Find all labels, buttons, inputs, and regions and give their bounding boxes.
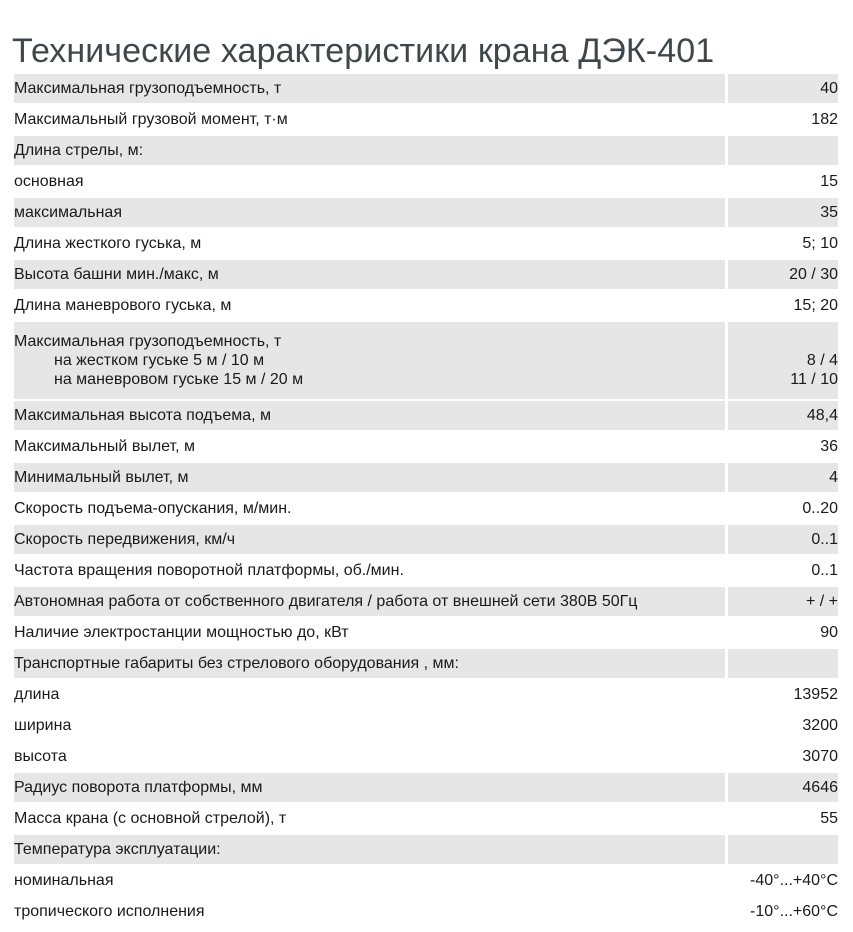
spec-label: Наличие электростанции мощностью до, кВт bbox=[14, 618, 725, 649]
spec-label: Минимальный вылет, м bbox=[14, 463, 725, 494]
spec-value: 36 bbox=[725, 432, 838, 463]
table-row bbox=[14, 804, 838, 835]
spec-value: 0..1 bbox=[725, 556, 838, 587]
spec-label: длина bbox=[14, 680, 725, 711]
spec-value: -40°...+40°С bbox=[725, 866, 838, 897]
table-row bbox=[14, 291, 838, 322]
spec-value bbox=[725, 136, 838, 167]
specs-table bbox=[14, 74, 838, 928]
spec-label: Частота вращения поворотной платформы, об./мин. bbox=[14, 556, 725, 587]
table-row bbox=[14, 74, 838, 105]
spec-label: Длина жесткого гуська, м bbox=[14, 229, 725, 260]
table-row bbox=[14, 198, 838, 229]
spec-label: Транспортные габариты без стрелового оборудования , мм: bbox=[14, 649, 725, 680]
spec-value: 15 bbox=[725, 167, 838, 198]
spec-label: Скорость передвижения, км/ч bbox=[14, 525, 725, 556]
spec-sublabel: на жестком гуське 5 м / 10 м bbox=[54, 352, 265, 369]
spec-label: Максимальная высота подъема, м bbox=[14, 401, 725, 432]
table-row bbox=[14, 167, 838, 198]
spec-value: 0..20 bbox=[725, 494, 838, 525]
table-row bbox=[14, 463, 838, 494]
spec-value: -10°...+60°С bbox=[725, 897, 838, 928]
spec-value-group bbox=[725, 322, 838, 401]
spec-label: Радиус поворота платформы, мм bbox=[14, 773, 725, 804]
table-row bbox=[14, 680, 838, 711]
table-row bbox=[14, 136, 838, 167]
spec-label: Масса крана (с основной стрелой), т bbox=[14, 804, 725, 835]
spec-label: основная bbox=[14, 167, 725, 198]
table-row bbox=[14, 401, 838, 432]
spec-value: 8 / 4 bbox=[806, 352, 838, 369]
spec-value: + / + bbox=[725, 587, 838, 618]
spec-label: Скорость подъема-опускания, м/мин. bbox=[14, 494, 725, 525]
table-row bbox=[14, 649, 838, 680]
spec-label: тропического исполнения bbox=[14, 897, 725, 928]
spec-value: 40 bbox=[725, 74, 838, 105]
spec-label: Максимальная грузоподъемность, т bbox=[14, 333, 282, 350]
table-row bbox=[14, 773, 838, 804]
table-row bbox=[14, 587, 838, 618]
spec-value: 5; 10 bbox=[725, 229, 838, 260]
spec-value: 13952 bbox=[725, 680, 838, 711]
spec-label: номинальная bbox=[14, 866, 725, 897]
spec-value: 11 / 10 bbox=[790, 371, 838, 388]
spec-label: Длина маневрового гуська, м bbox=[14, 291, 725, 322]
table-row bbox=[14, 742, 838, 773]
table-row bbox=[14, 260, 838, 291]
page-title: Технические характеристики крана ДЭК-401 bbox=[12, 31, 715, 70]
table-row bbox=[14, 525, 838, 556]
spec-value: 15; 20 bbox=[725, 291, 838, 322]
spec-label: Максимальный грузовой момент, т·м bbox=[14, 105, 725, 136]
table-row bbox=[14, 229, 838, 260]
spec-value: 35 bbox=[725, 198, 838, 229]
spec-value bbox=[725, 835, 838, 866]
table-row bbox=[14, 897, 838, 928]
table-row bbox=[14, 556, 838, 587]
table-row bbox=[14, 711, 838, 742]
spec-label: ширина bbox=[14, 711, 725, 742]
spec-label: высота bbox=[14, 742, 725, 773]
spec-label: Высота башни мин./макс, м bbox=[14, 260, 725, 291]
spec-label: Температура эксплуатации: bbox=[14, 835, 725, 866]
spec-value: 182 bbox=[725, 105, 838, 136]
spec-label: максимальная bbox=[14, 198, 725, 229]
spec-label: Максимальный вылет, м bbox=[14, 432, 725, 463]
spec-value: 90 bbox=[725, 618, 838, 649]
spec-value: 3200 bbox=[725, 711, 838, 742]
spec-value: 0..1 bbox=[725, 525, 838, 556]
spec-sublabel: на маневровом гуське 15 м / 20 м bbox=[54, 371, 304, 388]
spec-value: 48,4 bbox=[725, 401, 838, 432]
table-row bbox=[14, 322, 838, 401]
table-row bbox=[14, 866, 838, 897]
spec-value bbox=[725, 649, 838, 680]
spec-label: Максимальная грузоподъемность, т bbox=[14, 74, 725, 105]
table-row bbox=[14, 835, 838, 866]
spec-value: 20 / 30 bbox=[725, 260, 838, 291]
table-row bbox=[14, 432, 838, 463]
spec-label-group bbox=[14, 322, 725, 401]
spec-value: 3070 bbox=[725, 742, 838, 773]
table-row bbox=[14, 618, 838, 649]
spec-label: Длина стрелы, м: bbox=[14, 136, 725, 167]
spec-label: Автономная работа от собственного двигателя / работа от внешней сети 380В 50Гц bbox=[14, 587, 725, 618]
spec-value: 4646 bbox=[725, 773, 838, 804]
table-row bbox=[14, 494, 838, 525]
spec-value: 55 bbox=[725, 804, 838, 835]
spec-value: 4 bbox=[725, 463, 838, 494]
table-row bbox=[14, 105, 838, 136]
